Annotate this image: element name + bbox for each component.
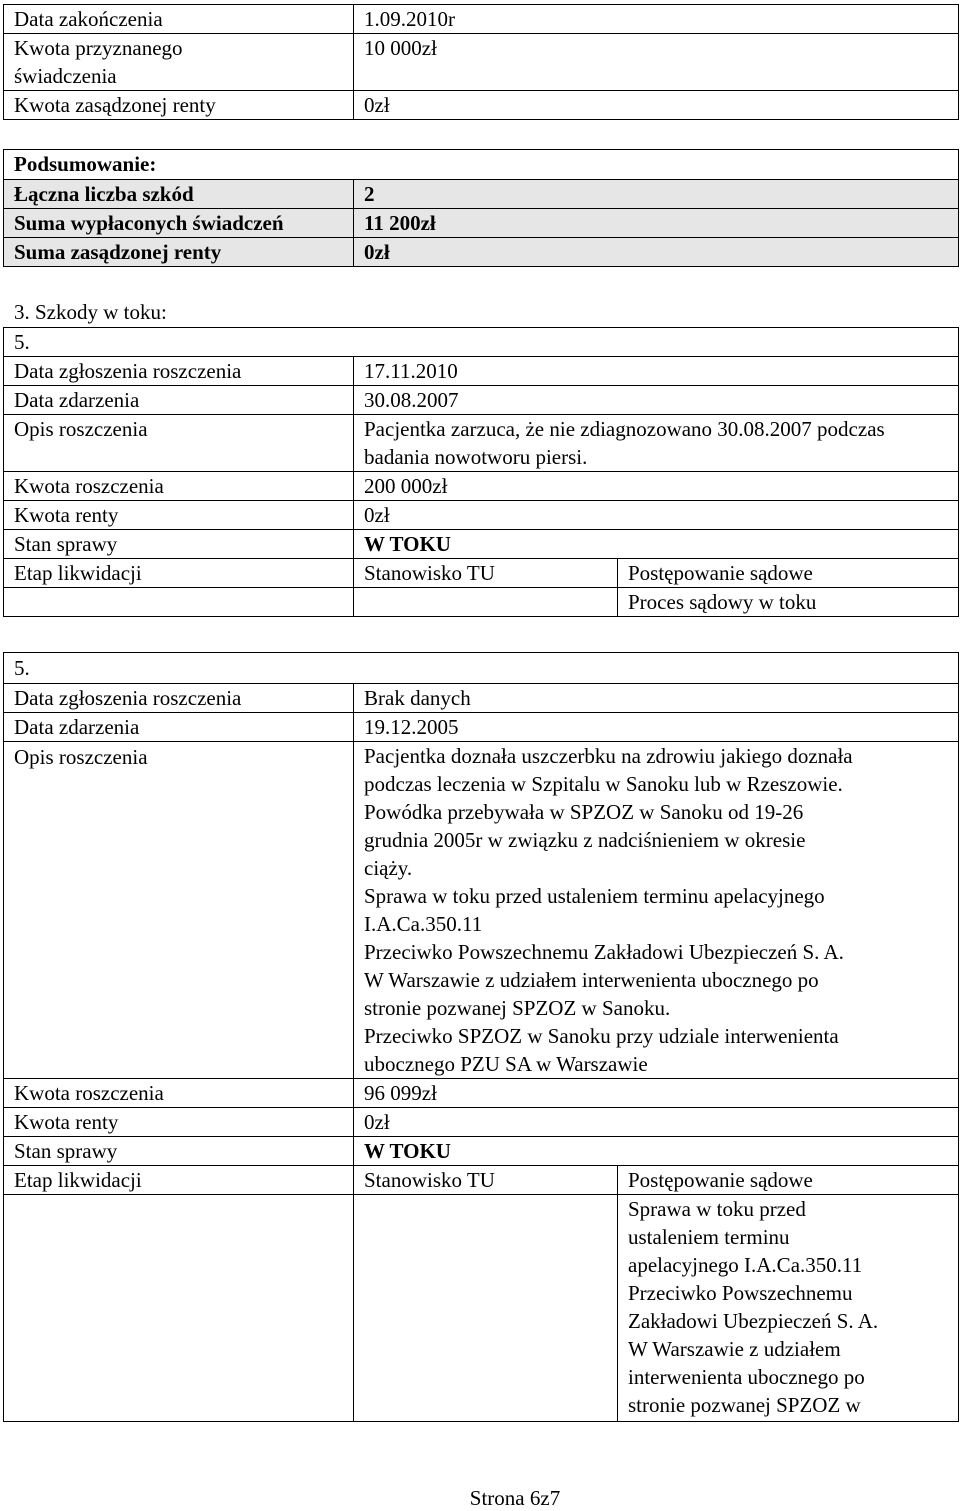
row-label: Kwota renty bbox=[4, 1108, 354, 1137]
description-line: podczas leczenia w Szpitalu w Sanoku lub w Rzeszowie. bbox=[364, 772, 843, 796]
table-row bbox=[4, 501, 959, 530]
table-row bbox=[4, 209, 959, 238]
row-value: 200 000zł bbox=[354, 472, 959, 501]
row-label: Stan sprawy bbox=[4, 530, 354, 559]
table-row bbox=[4, 34, 959, 91]
status-value: W TOKU bbox=[354, 530, 959, 559]
table-row bbox=[4, 1195, 959, 1422]
table-row bbox=[4, 472, 959, 501]
summary-heading: Podsumowanie: bbox=[4, 150, 959, 180]
stage-note: Proces sądowy w toku bbox=[618, 588, 959, 617]
table-row bbox=[4, 238, 959, 267]
description-line: ciąży. bbox=[364, 856, 413, 880]
row-label: Kwota roszczenia bbox=[4, 1079, 354, 1108]
row-label: Kwota przyznanego świadczenia bbox=[4, 34, 354, 91]
row-value: 1.09.2010r bbox=[354, 5, 959, 34]
stage-note bbox=[618, 1195, 959, 1422]
row-label: Etap likwidacji bbox=[4, 1166, 354, 1195]
row-label: Suma wypłaconych świadczeń bbox=[4, 209, 354, 238]
claim-number: 5. bbox=[4, 328, 959, 357]
table-row bbox=[4, 530, 959, 559]
description-line: stronie pozwanej SPZOZ w Sanoku. bbox=[364, 996, 671, 1020]
table-row bbox=[4, 742, 959, 1079]
table-row bbox=[4, 1079, 959, 1108]
row-value: Brak danych bbox=[354, 684, 959, 713]
table-row bbox=[4, 91, 959, 120]
row-label: Kwota roszczenia bbox=[4, 472, 354, 501]
row-value: 0zł bbox=[354, 238, 959, 267]
table-row bbox=[4, 684, 959, 713]
claim-table bbox=[3, 327, 959, 617]
table-row bbox=[4, 5, 959, 34]
stage-note-line: stronie pozwanej SPZOZ w bbox=[628, 1393, 861, 1417]
row-label: Opis roszczenia bbox=[4, 415, 354, 472]
empty-cell bbox=[354, 588, 618, 617]
table-row bbox=[4, 415, 959, 472]
table-row bbox=[4, 180, 959, 209]
row-value: 0zł bbox=[354, 91, 959, 120]
table-row bbox=[4, 1108, 959, 1137]
row-value: 0zł bbox=[354, 1108, 959, 1137]
row-value: 0zł bbox=[354, 501, 959, 530]
stage-note-line: ustaleniem terminu bbox=[628, 1225, 790, 1249]
row-value: 2 bbox=[354, 180, 959, 209]
row-value: 17.11.2010 bbox=[354, 357, 959, 386]
claim-number: 5. bbox=[4, 653, 959, 684]
stage-note-line: Przeciwko Powszechnemu bbox=[628, 1281, 853, 1305]
description-line: Pacjentka doznała uszczerbku na zdrowiu jakiego doznała bbox=[364, 744, 853, 768]
stage-note-line: interwenienta ubocznego po bbox=[628, 1365, 865, 1389]
row-value: 30.08.2007 bbox=[354, 386, 959, 415]
table-row bbox=[4, 357, 959, 386]
table-row bbox=[4, 713, 959, 742]
row-label: Opis roszczenia bbox=[4, 742, 354, 1079]
row-value: Pacjentka zarzuca, że nie zdiagnozowano 30.08.2007 podczas badania nowotworu piersi. bbox=[354, 415, 959, 472]
table-row bbox=[4, 588, 959, 617]
table-row bbox=[4, 559, 959, 588]
top-table bbox=[3, 4, 959, 120]
claim-table bbox=[3, 652, 959, 1422]
page-number: Strona 6z7 bbox=[469, 1486, 561, 1510]
description-cell bbox=[354, 742, 959, 1079]
row-value: 10 000zł bbox=[354, 34, 959, 91]
stage-position: Stanowisko TU bbox=[354, 559, 618, 588]
row-label: Data zdarzenia bbox=[4, 386, 354, 415]
row-label: Data zakończenia bbox=[4, 5, 354, 34]
table-row bbox=[4, 1137, 959, 1166]
description-line: Przeciwko Powszechnemu Zakładowi Ubezpieczeń S. A. bbox=[364, 940, 844, 964]
row-label: Suma zasądzonej renty bbox=[4, 238, 354, 267]
stage-note-line: Sprawa w toku przed bbox=[628, 1197, 806, 1221]
row-value: 11 200zł bbox=[354, 209, 959, 238]
table-row bbox=[4, 328, 959, 357]
empty-cell bbox=[354, 1195, 618, 1422]
description-line: grudnia 2005r w związku z nadciśnieniem w okresie bbox=[364, 828, 806, 852]
row-label: Stan sprawy bbox=[4, 1137, 354, 1166]
summary-heading-row bbox=[4, 150, 959, 180]
description-line: Przeciwko SPZOZ w Sanoku przy udziale interwenienta bbox=[364, 1024, 839, 1048]
description-line: Sprawa w toku przed ustaleniem terminu apelacyjnego bbox=[364, 884, 825, 908]
row-value: 96 099zł bbox=[354, 1079, 959, 1108]
status-value: W TOKU bbox=[354, 1137, 959, 1166]
row-label: Kwota zasądzonej renty bbox=[4, 91, 354, 120]
row-label: Data zgłoszenia roszczenia bbox=[4, 684, 354, 713]
row-label: Kwota renty bbox=[4, 501, 354, 530]
empty-cell bbox=[4, 1195, 354, 1422]
description-line: W Warszawie z udziałem interwenienta ubocznego po bbox=[364, 968, 819, 992]
empty-cell bbox=[4, 588, 354, 617]
table-row bbox=[4, 386, 959, 415]
row-label: Łączna liczba szkód bbox=[4, 180, 354, 209]
description-line: ubocznego PZU SA w Warszawie bbox=[364, 1052, 648, 1076]
description-line: I.A.Ca.350.11 bbox=[364, 912, 483, 936]
row-value: 19.12.2005 bbox=[354, 713, 959, 742]
summary-table bbox=[3, 149, 959, 267]
section-heading: 3. Szkody w toku: bbox=[14, 300, 167, 324]
stage-proceedings: Postępowanie sądowe bbox=[618, 559, 959, 588]
table-row bbox=[4, 653, 959, 684]
stage-note-line: apelacyjnego I.A.Ca.350.11 bbox=[628, 1253, 863, 1277]
row-label: Data zdarzenia bbox=[4, 713, 354, 742]
description-line: Powódka przebywała w SPZOZ w Sanoku od 19-26 bbox=[364, 800, 804, 824]
stage-note-line: W Warszawie z udziałem bbox=[628, 1337, 841, 1361]
table-row bbox=[4, 1166, 959, 1195]
row-label: Data zgłoszenia roszczenia bbox=[4, 357, 354, 386]
row-label: Etap likwidacji bbox=[4, 559, 354, 588]
stage-note-line: Zakładowi Ubezpieczeń S. A. bbox=[628, 1309, 879, 1333]
stage-proceedings: Postępowanie sądowe bbox=[618, 1166, 959, 1195]
stage-position: Stanowisko TU bbox=[354, 1166, 618, 1195]
